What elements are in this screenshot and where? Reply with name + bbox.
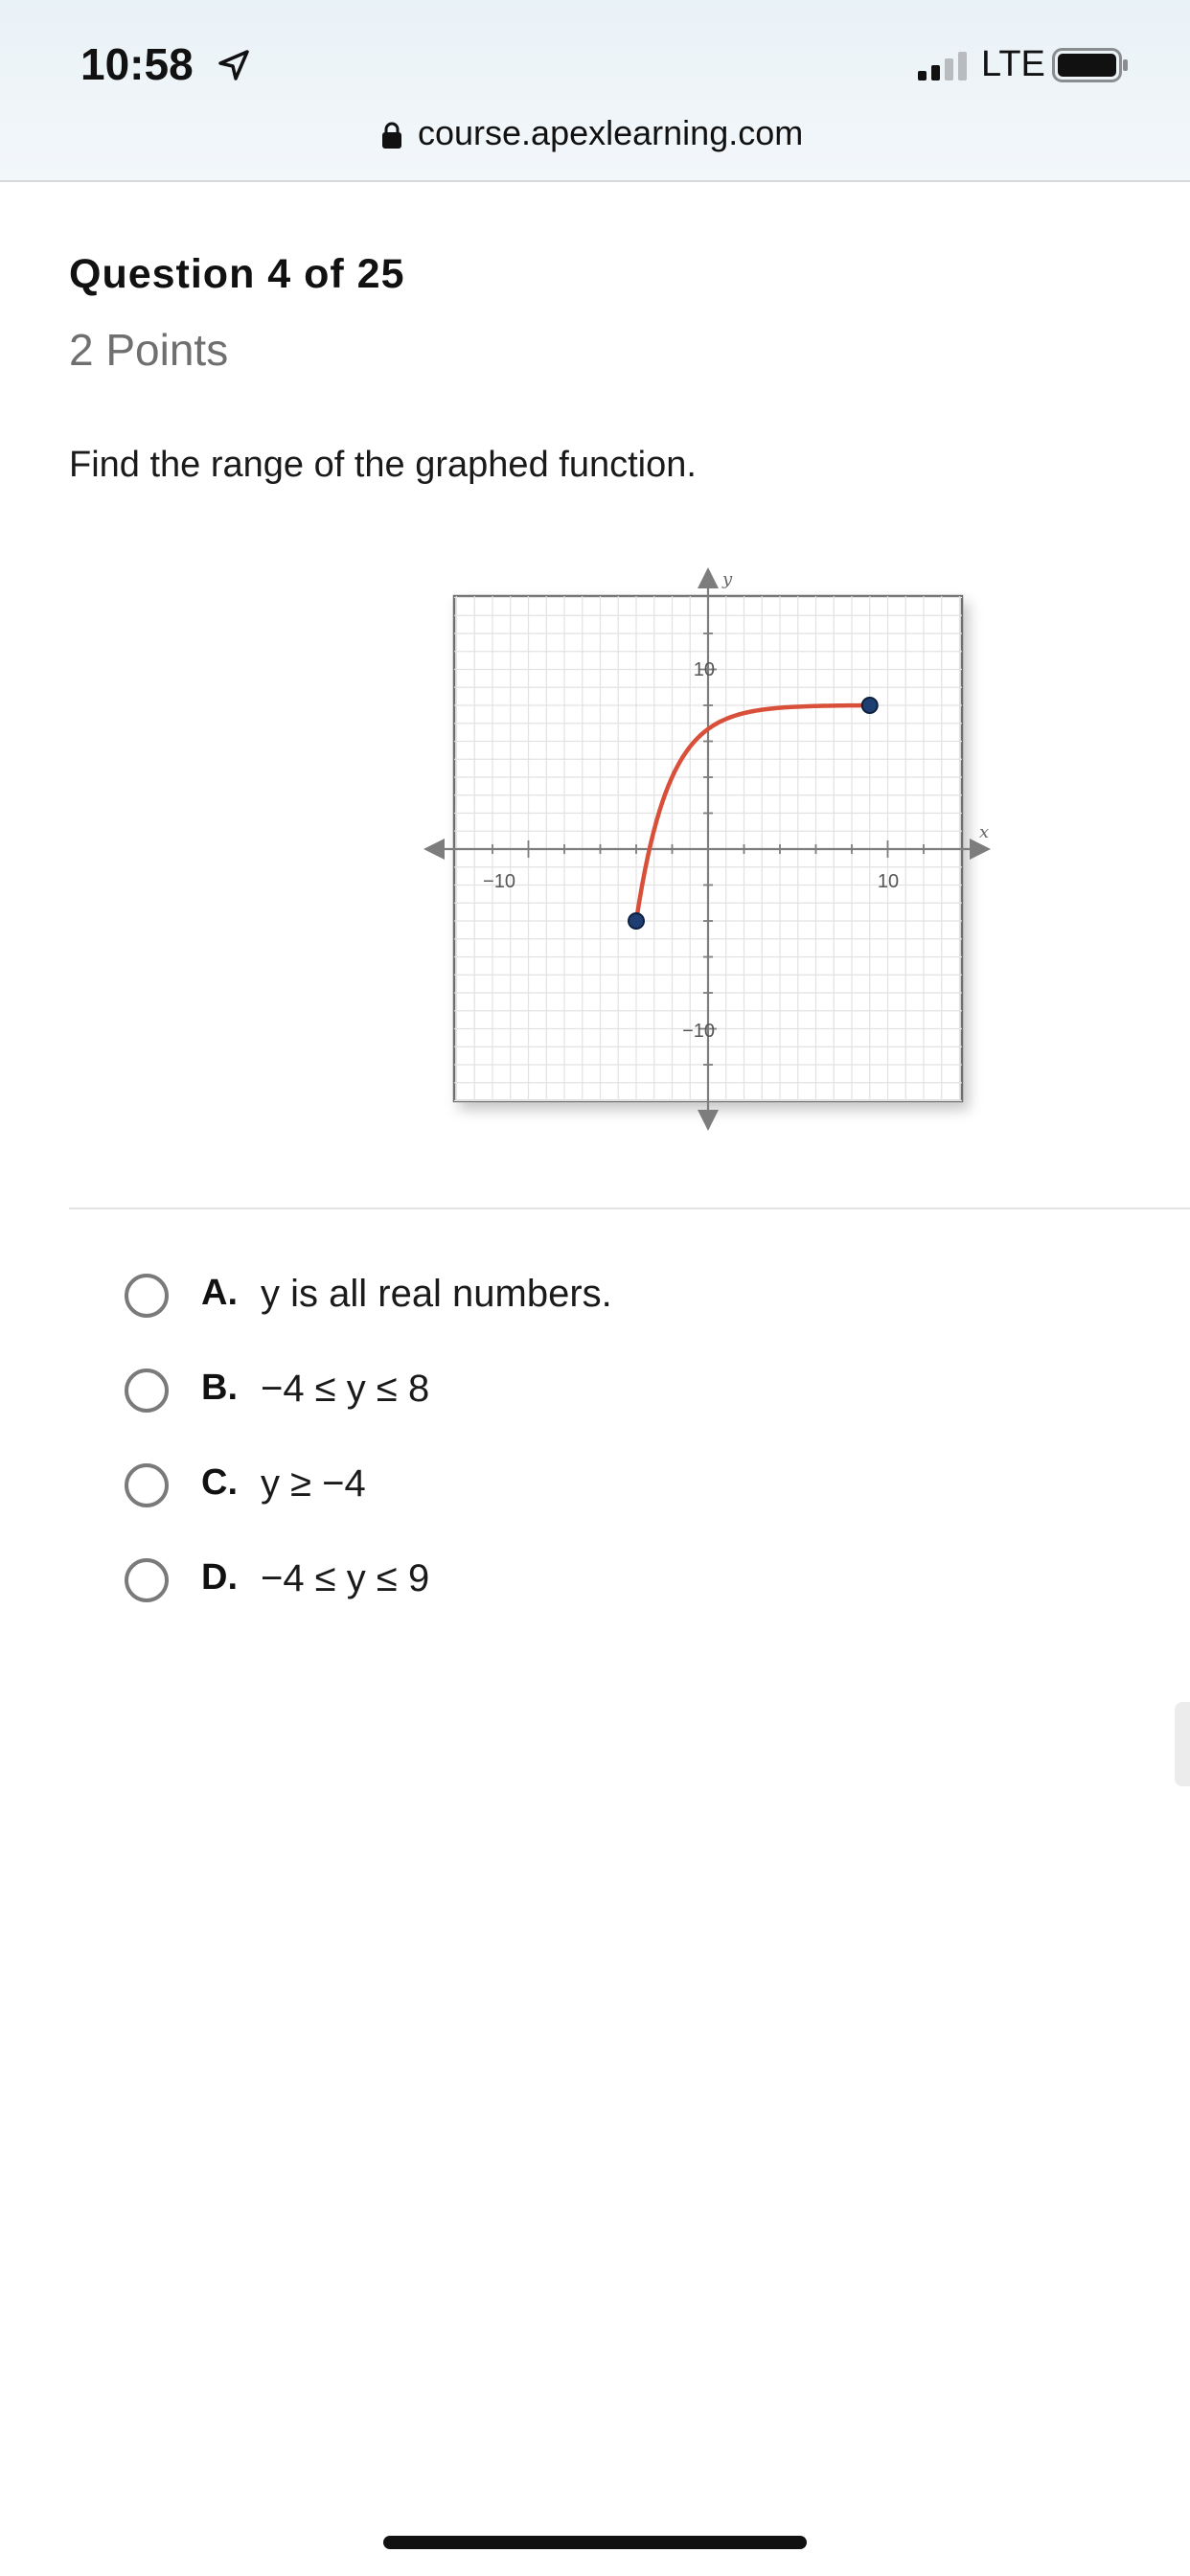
choice-letter-c: C. bbox=[201, 1462, 238, 1503]
choice-text-c: y ≥ −4 bbox=[261, 1462, 366, 1505]
lock-icon bbox=[381, 121, 402, 150]
answer-choice-a[interactable] bbox=[125, 1269, 987, 1326]
address-bar-url[interactable]: course.apexlearning.com bbox=[418, 113, 804, 152]
y-axis-arrow-up bbox=[698, 567, 719, 588]
status-bar bbox=[0, 0, 1190, 182]
cellular-signal-icon bbox=[918, 52, 968, 80]
radio-button-a[interactable] bbox=[125, 1274, 169, 1318]
curve-end-point bbox=[862, 698, 878, 713]
y-tick-label-neg10: −10 bbox=[682, 1021, 715, 1042]
curve-start-point bbox=[629, 913, 644, 929]
battery-icon bbox=[1052, 48, 1129, 82]
question-points: 2 Points bbox=[69, 325, 229, 375]
section-divider bbox=[69, 1208, 1190, 1209]
choice-letter-a: A. bbox=[201, 1273, 238, 1313]
x-tick-label-neg10: −10 bbox=[483, 871, 515, 892]
x-axis-label: x bbox=[979, 822, 990, 842]
home-indicator[interactable] bbox=[383, 2536, 807, 2549]
y-tick-label-10: 10 bbox=[693, 659, 715, 680]
answer-choice-d[interactable] bbox=[125, 1553, 987, 1611]
answer-choice-c[interactable] bbox=[125, 1459, 987, 1516]
choice-text-b: −4 ≤ y ≤ 8 bbox=[261, 1368, 430, 1410]
y-axis-arrow-down bbox=[698, 1110, 719, 1131]
y-axis-label: y bbox=[722, 569, 733, 589]
x-tick-label-10: 10 bbox=[877, 871, 900, 892]
choice-text-a: y is all real numbers. bbox=[261, 1273, 612, 1315]
choice-letter-d: D. bbox=[201, 1557, 238, 1598]
question-number: Question 4 of 25 bbox=[69, 251, 405, 297]
answer-choice-b[interactable] bbox=[125, 1364, 987, 1421]
question-prompt: Find the range of the graphed function. bbox=[69, 445, 697, 485]
scroll-handle[interactable] bbox=[1175, 1702, 1190, 1786]
network-type: LTE bbox=[981, 44, 1045, 84]
x-axis-arrow-left bbox=[423, 839, 445, 860]
choice-letter-b: B. bbox=[201, 1368, 238, 1408]
radio-button-c[interactable] bbox=[125, 1463, 169, 1507]
radio-button-b[interactable] bbox=[125, 1368, 169, 1413]
location-arrow-icon bbox=[217, 48, 251, 82]
radio-button-d[interactable] bbox=[125, 1558, 169, 1602]
function-graph bbox=[422, 560, 996, 1135]
status-time: 10:58 bbox=[80, 39, 194, 89]
choice-text-d: −4 ≤ y ≤ 9 bbox=[261, 1557, 430, 1599]
